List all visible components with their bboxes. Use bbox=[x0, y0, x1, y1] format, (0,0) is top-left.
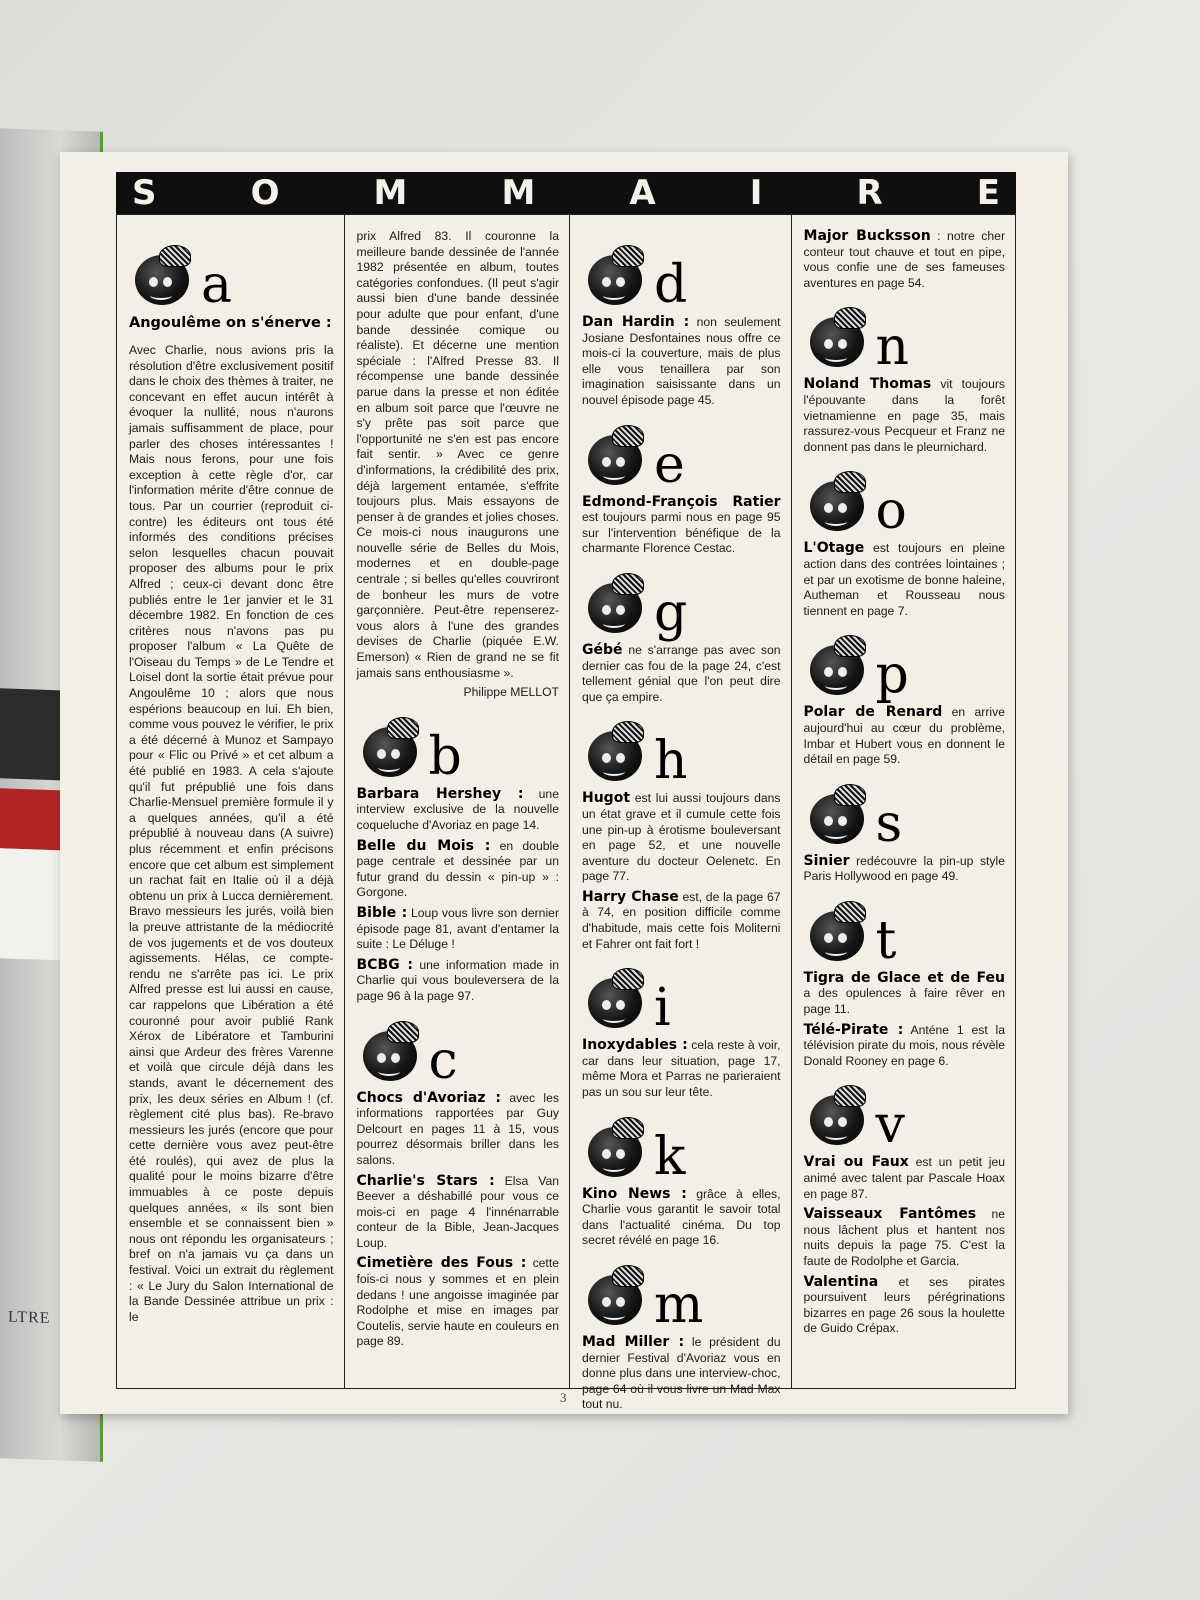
entry-text: Elsa Van Beever a déshabillé pour vous ce mois-ci en page 4 l'innénarrable conteur de la Bible, Jean-Jacques Loup. bbox=[356, 1173, 559, 1250]
entry-title: Mad Miller : bbox=[582, 1334, 685, 1350]
section-letter: g bbox=[654, 582, 688, 643]
column-1 bbox=[117, 215, 344, 1388]
entry-title: Hugot bbox=[582, 790, 631, 807]
mascot-face-icon bbox=[804, 1085, 870, 1151]
entry-text: le président du dernier Festival d'Avoriaz vous en donne plus dans une interview-choc, page 64 où il vous livre un Mad Max tout nu. bbox=[582, 1335, 781, 1412]
entry-text: avec les informations rapportées par Guy Delcourt en pages 11 à 15, vous pourrez désormais briller dans les salons. bbox=[356, 1090, 560, 1167]
toc-entry bbox=[582, 890, 781, 952]
entry-title: Chocs d'Avoriaz : bbox=[356, 1089, 501, 1106]
toc-entry bbox=[357, 906, 560, 953]
section-letter: c bbox=[428, 1030, 458, 1091]
mascot-face-icon bbox=[804, 307, 870, 373]
entry-text: cette fois-ci nous y sommes et en plein dedans ! une angoisse imaginée par Rodolphe et mise en images par Coutelis, servie haute en couleurs en page 89. bbox=[356, 1256, 559, 1349]
toc-entry bbox=[357, 1091, 560, 1169]
section-letter: k bbox=[654, 1126, 686, 1187]
column-4 bbox=[791, 215, 1016, 1388]
contents-frame bbox=[116, 214, 1016, 1412]
toc-entry bbox=[357, 1174, 560, 1252]
entry-text: en double page centrale et dessinée par un futur grand du dessin « pin-up » : Gorgone. bbox=[356, 838, 559, 900]
section-letter: v bbox=[875, 1095, 905, 1156]
toc-entry bbox=[804, 229, 1006, 291]
toc-entry bbox=[582, 1038, 781, 1100]
banner-letter: I bbox=[749, 173, 763, 213]
toc-entry bbox=[582, 1335, 781, 1413]
banner-letter: R bbox=[856, 173, 883, 213]
toc-entry bbox=[804, 1023, 1006, 1070]
mascot-face-icon bbox=[582, 1265, 648, 1331]
entry-text: est lui aussi toujours dans un état grave et il cumule cette fois une pin-up à érotisme bouleversant en page 52, et une nouvelle aventure du docteur Oelenetc. En page 77. bbox=[582, 791, 781, 884]
toc-entry bbox=[804, 1207, 1006, 1269]
section-letter: t bbox=[875, 910, 897, 971]
entry-text: cela reste à voir, car dans leur situation, page 17, même Mora et Parras ne parieraient pas un sou sur leur tête. bbox=[582, 1038, 781, 1100]
entry-text: vit toujours l'épouvante dans la forêt vietnamienne en page 35, mais rassurez-vous Pecqueur et Franz ne donnent pas dans le pleurnichard. bbox=[803, 377, 1006, 454]
entry-title: Télé-Pirate : bbox=[803, 1021, 904, 1038]
banner-letter: O bbox=[250, 173, 280, 213]
entry-text: grâce à elles, Charlie vous garantit le savoir total dans l'actualité cinéma. Du top secret révélé en page 16. bbox=[582, 1186, 781, 1248]
entry-title: Inoxydables : bbox=[582, 1037, 688, 1054]
section-letter: b bbox=[428, 726, 462, 787]
entry-text: : notre cher conteur tout chauve et tout en pipe, vous confie une de ses fameuses aventures en page 54. bbox=[803, 229, 1006, 290]
toc-entry bbox=[804, 854, 1006, 885]
section-b bbox=[357, 707, 560, 787]
section-letter: o bbox=[875, 481, 907, 542]
section-letter: a bbox=[201, 255, 233, 315]
mascot-face-icon bbox=[357, 1021, 423, 1087]
toc-entry bbox=[357, 1256, 560, 1350]
entry-text: non seulement Josiane Desfontaines nous offre ce mois-ci la couverture, mais de plus elle vous tenaillera par son imagination saisissante dans un nouvel épisode page 45. bbox=[582, 315, 781, 407]
sommaire-banner bbox=[116, 172, 1016, 214]
entry-title: Dan Hardin : bbox=[582, 314, 690, 330]
section-v bbox=[804, 1075, 1006, 1156]
section-c bbox=[357, 1011, 560, 1091]
entry-text: Anténe 1 est la télévision pirate du mois, nous révèle Donald Rooney en page 6. bbox=[803, 1022, 1006, 1068]
mascot-face-icon bbox=[804, 471, 870, 537]
section-e bbox=[582, 415, 781, 495]
banner-letter: M bbox=[501, 173, 536, 213]
section-letter: e bbox=[654, 434, 685, 495]
mascot-face-icon bbox=[582, 573, 648, 639]
entry-title: BCBG : bbox=[356, 956, 414, 973]
editorial-body: Avec Charlie, nous avions pris la résolution d'être exclusivement positif dans le choix des thèmes à traiter, ne concevant en effet aucun intérêt à évoquer la nullité, nous n'aurons jamais suffisamment de place, pour parler des choses intéressantes ! Mais nous ferons, pour une fois exception à cette règle d'or, car l'information mérite d'être connue de tous. Par un courrier (reproduit ci-contre) les éditeurs ont tous été informés des conditions précises selon lesquelles chacun pouvait proposer des albums pour le prix Alfred ; ceux-ci devant donc être publiés entre le 1er janvier et le 31 décembre 1982. En fonction de ces critères nous n'avons pas pu proposer l'album « La Quête de l'Oiseau du Temps » de Le Tendre et Loisel dont la sortie était prévue pour Angoulême 10 ; alors que nous espérions beaucoup en lui. Eh bien, comme vous pouvez le vérifier, le prix a été décerné à Munoz et Sampayo pour « Flic ou Privé » et cet album a été publié en 1983. A cela s'ajoute qu'il fut prépublié une fois dans Charlie-Mensuel première formule il y a quelques années, qu'il a été prépublié à nouveau dans (A suivre) plus récemment et enfin précisons encore que cet album est simplement un rachat fait en Italie où il a déjà obtenu un prix à Lucca dernièrement. Bravo messieurs les jurés, voilà bien la preuve attristante de la médiocrité de vos jugements et de vos douteux agissements. Hélas, ce compte-rendu ne s'arrête pas ici. Le prix Alfred presse est lui aussi en cause, car rappelons que Libération a été couronné pour avoir publié Rank Xérox de Libératore et Tamburini ainsi que Ardeur des frères Varenne et voilà que circule déjà dans les stands, avant le décernement des prix, les deux séries en Album ! (cf. règlement cité plus bas). Re-bravo messieurs les jurés (encore que pour cette dernière vous avez peut-être été roulés), qui avez de plus la qualité pour le moins bizarre d'être immuables à ce poste depuis quelques années, « ils sont bien ensemble et se connaissent bien » nous ont répondu les organisateurs ; bref on n'a jamais vu ça dans un festival. Voici un extrait du règlement : « Le Jury du Salon International de la Bande Dessinée attribue un prix : le bbox=[129, 343, 334, 1324]
toc-entry bbox=[804, 971, 1006, 1018]
section-m bbox=[582, 1255, 781, 1335]
section-letter: d bbox=[654, 255, 688, 315]
section-letter: p bbox=[875, 645, 909, 706]
toc-entry bbox=[804, 1275, 1006, 1337]
mascot-face-icon bbox=[804, 635, 870, 701]
banner-letter: A bbox=[629, 173, 656, 213]
entry-text: ne s'arrange pas avec son dernier cas fou de la page 24, c'est tellement génial que l'on peut dire que ça empire. bbox=[582, 642, 781, 704]
section-letter: h bbox=[654, 731, 688, 792]
entry-title: Vrai ou Faux bbox=[803, 1154, 909, 1171]
entry-text: est toujours parmi nous en page 95 sur l'intervention bénéfique de la charmante Florence Cestac. bbox=[582, 510, 781, 556]
editorial-title: Angoulême on s'énerve : bbox=[129, 315, 332, 331]
toc-entry bbox=[804, 541, 1006, 619]
section-t bbox=[804, 891, 1006, 971]
page-number: 3 bbox=[560, 1390, 567, 1405]
section-d bbox=[582, 235, 781, 315]
entry-text: est, de la page 67 à 74, en position difficile comme d'habitude, mais cette fois Moliterni et Fahrer ont fait fort ! bbox=[582, 889, 781, 951]
toc-entry bbox=[357, 787, 560, 834]
entry-title: Sinier bbox=[803, 852, 850, 869]
mascot-face-icon bbox=[804, 901, 870, 967]
mascot-face-icon bbox=[582, 1117, 648, 1183]
entry-title: Belle du Mois : bbox=[356, 837, 491, 854]
mascot-face-icon bbox=[582, 968, 648, 1034]
column-2 bbox=[344, 215, 570, 1388]
entry-text: Loup vous livre son dernier épisode page 81, avant d'entamer la suite : Le Déluge ! bbox=[356, 905, 559, 952]
mascot-face-icon bbox=[582, 721, 648, 787]
entry-text: ne nous lâchent plus et hantent nos nuits depuis la page 75. C'est la faute de Rodolphe et Garcia. bbox=[803, 1207, 1006, 1268]
section-i bbox=[582, 958, 781, 1039]
toc-entry bbox=[804, 1155, 1006, 1202]
section-letter: i bbox=[654, 978, 671, 1039]
toc-entry bbox=[357, 958, 560, 1005]
entry-title: Valentina bbox=[803, 1273, 879, 1290]
section-letter: n bbox=[875, 317, 910, 378]
editorial-signature: Philippe MELLOT bbox=[463, 685, 559, 700]
entry-title: Vaisseaux Fantômes bbox=[803, 1206, 977, 1223]
section-h bbox=[582, 711, 781, 792]
entry-text: a des opulences à faire rêver en page 11. bbox=[803, 986, 1006, 1017]
section-letter: s bbox=[875, 793, 903, 854]
toc-entry bbox=[582, 791, 781, 885]
entry-title: Gébé bbox=[582, 641, 623, 658]
column-3 bbox=[569, 215, 791, 1412]
mascot-face-icon bbox=[129, 245, 195, 311]
left-page-text-fragment: LTRE bbox=[8, 1308, 51, 1327]
toc-entry bbox=[357, 839, 560, 901]
entry-title: Tigra de Glace et de Feu bbox=[803, 969, 1006, 986]
toc-entry bbox=[804, 377, 1006, 455]
toc-entry bbox=[582, 495, 781, 557]
section-s bbox=[804, 774, 1006, 854]
entry-title: Bible : bbox=[356, 904, 408, 921]
entry-title: Harry Chase bbox=[582, 888, 679, 905]
editorial-continued: prix Alfred 83. Il couronne la meilleure bande dessinée de l'année 1982 présentée en album, toutes catégories confondues. (Il peut s'agir aussi bien d'une bande dessinée pour adulte que pour enfant, d'une bande dessinée comique ou réaliste). Et décerne une mention spéciale : l'Alfred Presse 83. Il récompense une bande dessinée parue dans la presse et non éditée en album soit parce que l'œuvre ne s'y prête pas soit parce que l'opportunité ne s'en est pas encore fait sentir. » Avec ce genre d'informations, la crédibilité des prix, déjà largement entamée, s'effrite toujours plus. Mais essayons de penser à de grandes et jolies choses. Ce mois-ci nous inaugurons une nouvelle série de Belles du Mois, modernes et en double-page centrale ; si belles qu'elles couvriront de bonheur les murs de votre garçonnière. Peut-être repenserez-vous alors à l'une des grandes devises de Charlie (piquée E.W. Emerson) « Rien de grand ne se fit jamais sans enthousiasme ». bbox=[356, 229, 559, 680]
entry-title: Edmond-François Ratier bbox=[582, 493, 781, 510]
entry-text: est toujours en pleine action dans des contrées lointaines ; et par un exotisme de bonne haleine, Autheman et Rousseau nous tiennent en page 7. bbox=[803, 541, 1006, 618]
entry-title: Noland Thomas bbox=[803, 376, 932, 393]
entry-text: une interview exclusive de la nouvelle coqueluche d'Avoriaz en page 14. bbox=[356, 786, 559, 832]
magazine-page bbox=[60, 152, 1068, 1414]
entry-title: Barbara Hershey : bbox=[356, 785, 524, 802]
banner-letter: M bbox=[373, 173, 408, 213]
banner-letter: S bbox=[132, 173, 157, 213]
mascot-face-icon bbox=[582, 245, 648, 311]
toc-entry bbox=[804, 705, 1006, 767]
toc-entry bbox=[582, 315, 781, 409]
entry-title: L'Otage bbox=[803, 540, 865, 557]
entry-text: est un petit jeu animé avec talent par Pascale Hoax en page 87. bbox=[803, 1155, 1006, 1201]
entry-text: redécouvre la pin-up style Paris Hollywood en page 49. bbox=[803, 853, 1006, 884]
section-k bbox=[582, 1107, 781, 1187]
entry-text: en arrive aujourd'hui au cœur du problème, Imbar et Hubert vous en donnent le détail en page 59. bbox=[803, 705, 1006, 767]
section-g bbox=[582, 563, 781, 643]
section-n bbox=[804, 297, 1006, 378]
mascot-face-icon bbox=[357, 717, 423, 783]
section-p bbox=[804, 625, 1006, 706]
entry-title: Kino News : bbox=[582, 1185, 687, 1202]
banner-letter: E bbox=[976, 173, 1000, 213]
entry-title: Charlie's Stars : bbox=[356, 1172, 495, 1189]
toc-entry bbox=[582, 1187, 781, 1249]
entry-title: Cimetière des Fous : bbox=[356, 1255, 527, 1272]
entry-text: et ses pirates poursuivent leurs pérégrinations bizarres en page 26 sous la houlette de Guido Crépax. bbox=[803, 1274, 1006, 1336]
section-letter: m bbox=[654, 1275, 704, 1335]
mascot-face-icon bbox=[582, 425, 648, 491]
entry-text: une information made in Charlie qui vous bouleversera de la page 96 à la page 97. bbox=[356, 957, 559, 1003]
toc-entry bbox=[582, 643, 781, 705]
entry-title: Major Bucksson bbox=[803, 228, 931, 244]
section-o bbox=[804, 461, 1006, 542]
section-a bbox=[129, 235, 334, 315]
entry-title: Polar de Renard bbox=[803, 704, 943, 721]
mascot-face-icon bbox=[804, 784, 870, 850]
